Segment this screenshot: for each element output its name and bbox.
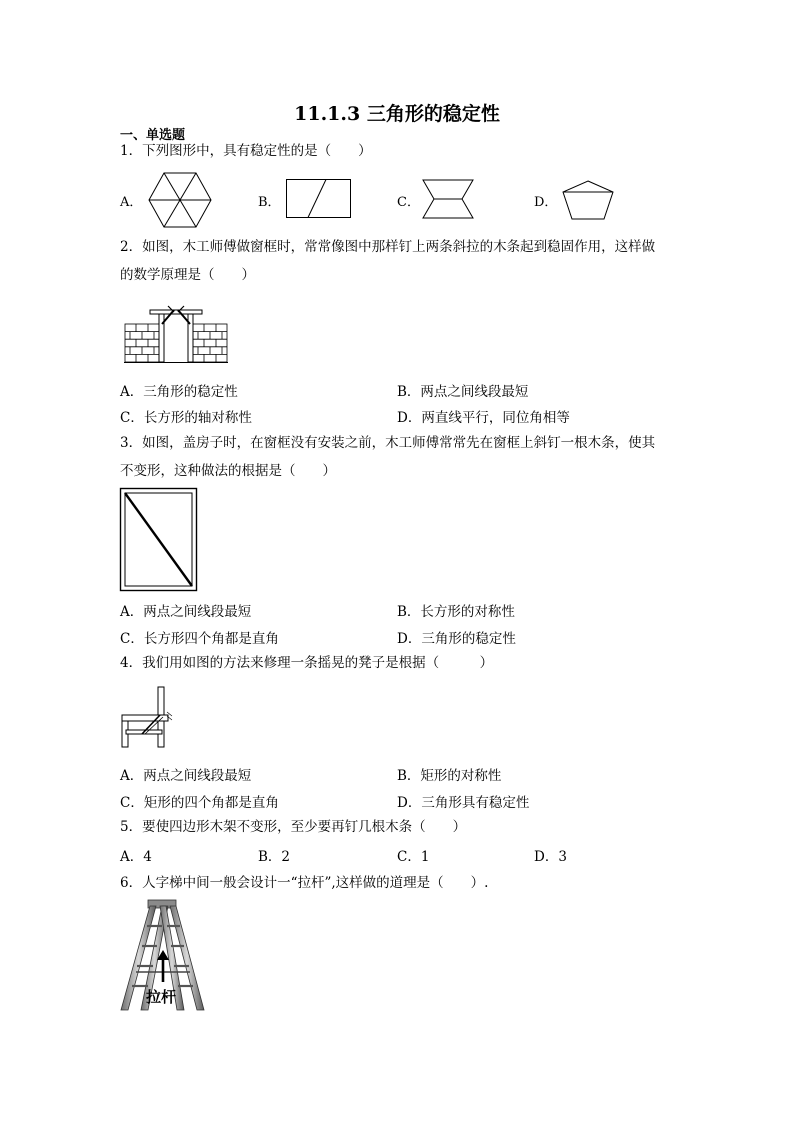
q4-option-d: D．三角形具有稳定性 — [397, 795, 530, 811]
q4-option-c: C．矩形的四个角都是直角 — [120, 795, 279, 811]
q1-option-c-label: C． — [397, 195, 420, 210]
q2-option-d: D．两直线平行，同位角相等 — [397, 410, 570, 426]
q2-option-c: C．长方形的轴对称性 — [120, 410, 252, 426]
q4-option-b: B．矩形的对称性 — [397, 768, 502, 784]
q2-option-b: B．两点之间线段最短 — [397, 384, 529, 400]
question-3-stem-line1: 3．如图，盖房子时，在窗框没有安装之前，木工师傅常常先在窗框上斜钉一根木条，使其 — [120, 435, 656, 451]
q5-option-c: C．1 — [397, 849, 430, 865]
q3-option-a: A．两点之间线段最短 — [120, 604, 252, 620]
hexagon-figure — [148, 172, 212, 228]
question-5-stem: 5．要使四边形木架不变形，至少要再钉几根木条（ ） — [120, 819, 467, 835]
q5-option-b: B．2 — [258, 849, 291, 865]
window-frame-diagonal-figure — [120, 488, 198, 592]
q2-option-a: A．三角形的稳定性 — [120, 384, 238, 400]
question-6-stem: 6．人字梯中间一般会设计一“拉杆”,这样做的道理是（ ）. — [120, 875, 489, 891]
question-2-stem-line2: 的数学原理是（ ） — [120, 267, 255, 283]
q3-option-c: C．长方形四个角都是直角 — [120, 631, 279, 647]
q3-option-b: B．长方形的对称性 — [397, 604, 515, 620]
q1-option-a-label: A． — [120, 195, 143, 210]
q5-option-a: A．4 — [120, 849, 152, 865]
question-2-stem-line1: 2．如图，木工师傅做窗框时，常常像图中那样钉上两条斜拉的木条起到稳固作用，这样做 — [120, 239, 656, 255]
stool-figure — [120, 686, 174, 748]
window-frame-brick-figure — [124, 302, 228, 364]
page-title: 11.1.3 三角形的稳定性 — [294, 103, 500, 125]
q4-option-a: A．两点之间线段最短 — [120, 768, 252, 784]
question-3-stem-line2: 不变形，这种做法的根据是（ ） — [120, 463, 336, 479]
q3-option-d: D．三角形的稳定性 — [397, 631, 516, 647]
rectangle-figure — [286, 179, 352, 219]
q5-option-d: D．3 — [534, 849, 567, 865]
q1-option-d-label: D． — [534, 195, 558, 210]
ladder-pull-rod-label: 拉杆 — [146, 988, 177, 1006]
pentagon-figure — [562, 180, 614, 220]
section-heading: 一、单选题 — [120, 128, 186, 143]
q1-option-b-label: B． — [258, 195, 281, 210]
question-4-stem: 4．我们用如图的方法来修理一条摇晃的凳子是根据（ ） — [120, 655, 494, 671]
question-1-stem: 1．下列图形中，具有稳定性的是（ ） — [120, 143, 372, 159]
bowtie-figure — [422, 179, 474, 219]
